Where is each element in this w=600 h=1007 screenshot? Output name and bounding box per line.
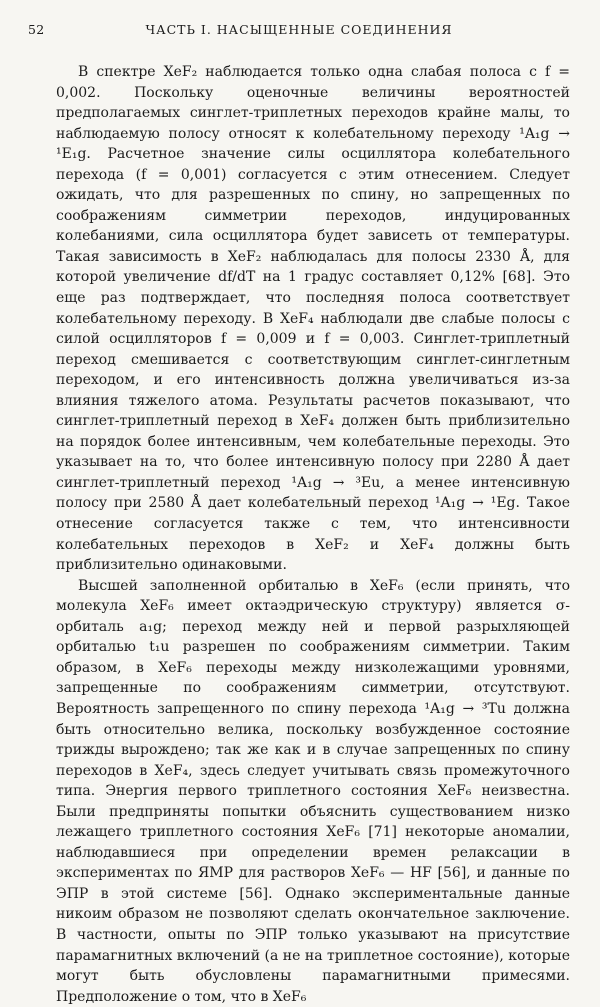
- body-text: [56, 62, 570, 1007]
- page-header: [28, 22, 570, 42]
- page-number: 52: [28, 22, 45, 37]
- paragraph-xef2-xef4-spectra: В спектре XeF₂ наблюдается только одна слабая полоса с f = 0,002. Поскольку оценочные величины вероятностей предполагаемых синглет-триплетных переходов крайне малы, то наблюдаемую полосу относят к колебательному переходу ¹A₁g → ¹E₁g. Расчетное значение силы осциллятора колебательного перехода (f = 0,001) согласуется с этим отнесением. Следует ожидать, что для разрешенных по спину, но запрещенных по соображениям симметрии переходов, индуцированных колебаниями, сила осциллятора будет зависеть от температуры. Такая зависимость в XeF₂ наблюдалась для полосы 2330 Å, для которой увеличение df/dT на 1 градус составляет 0,12% [68]. Это еще раз подтверждает, что последняя полоса соответствует колебательному переходу. В XeF₄ наблюдали две слабые полосы с силой осцилляторов f = 0,009 и f = 0,003. Синглет-триплетный переход смешивается с соответствующим синглет-синглетным переходом, и его интенсивность должна увеличиваться из-за влияния тяжелого атома. Результаты расчетов показывают, что синглет-триплетный переход в XeF₄ должен быть приблизительно на порядок более интенсивным, чем колебательные переходы. Это указывает на то, что более интенсивную полосу при 2280 Å дает синглет-триплетный переход ¹A₁g → ³Eu, а менее интенсивную полосу при 2580 Å дает колебательный переход ¹A₁g → ¹Eg. Такое отнесение согласуется также с тем, что интенсивности колебательных переходов в XeF₂ и XeF₄ должны быть приблизительно одинаковыми.: [56, 64, 570, 574]
- paragraph-xef6-orbitals: Высшей заполненной орбиталью в XeF₆ (если принять, что молекула XeF₆ имеет октаэдрическую структуру) является σ-орбиталь a₁g; переход между ней и первой разрыхляющей орбиталью t₁u разрешен по соображениям симметрии. Таким образом, в XeF₆ переходы между низколежащими уровнями, запрещенные по соображениям симметрии, отсутствуют. Вероятность запрещенного по спину перехода ¹A₁g → ³Tu должна быть относительно велика, поскольку возбужденное состояние трижды вырождено; так же как и в случае запрещенных по спину переходов в XeF₄, здесь следует учитывать связь промежуточного типа. Энергия первого триплетного состояния XeF₆ неизвестна. Были предприняты попытки объяснить существованием низко лежащего триплетного состояния XeF₆ [71] некоторые аномалии, наблюдавшиеся при определении времен релаксации в экспериментах по ЯМР для растворов XeF₆ — HF [56], и данные по ЭПР в этой системе [56]. Однако экспериментальные данные никоим образом не позволяют сделать окончательное заключение. В частности, опыты по ЭПР только указывают на присутствие парамагнитных включений (а не на триплетное состояние), которые могут быть обусловлены парамагнитными примесями. Предположение о том, что в XeF₆: [56, 577, 570, 1005]
- running-title: ЧАСТЬ I. НАСЫЩЕННЫЕ СОЕДИНЕНИЯ: [145, 22, 453, 37]
